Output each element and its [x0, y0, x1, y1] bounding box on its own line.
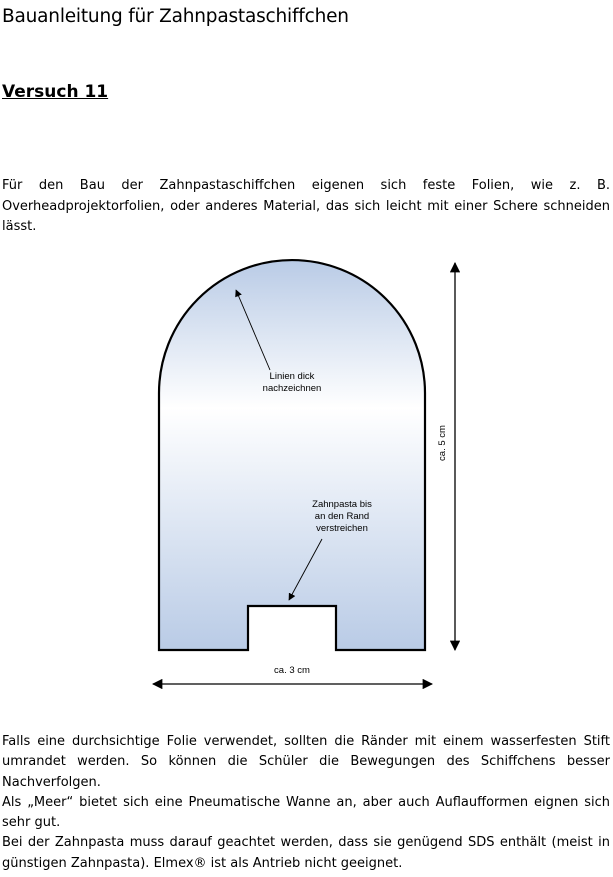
paragraph-toothpaste: Bei der Zahnpasta muss darauf geachtet werden, dass sie genügend SDS enthält (meist in günstigen Zahnpasta). Elmex® ist als Antrieb nicht geeignet. [2, 835, 610, 871]
paragraph-sea: Als „Meer“ bietet sich eine Pneumatische Wanne an, aber auch Auflaufformen eignen sich sehr gut. [2, 794, 610, 831]
paste-label-1: Zahnpasta bis [312, 499, 372, 510]
width-label: ca. 3 cm [274, 665, 310, 676]
paragraph-marking: Falls eine durchsichtige Folie verwendet, sollten die Ränder mit einem wasserfesten Stift umrandet werden. So können die Schüler die Bewegungen des Schiffchens besser Nachverfolgen. [2, 734, 610, 790]
boat-shape [159, 260, 425, 650]
document-title: Bauanleitung für Zahnpastaschiffchen [2, 6, 349, 27]
paste-label-2: an den Rand [314, 511, 370, 522]
lines-label-1: Linien dick [269, 371, 315, 382]
lines-label-2: nachzeichnen [262, 383, 322, 394]
intro-paragraph: Für den Bau der Zahnpastaschiffchen eigenen sich feste Folien, wie z. B. Overheadprojektorfolien, oder anderes Material, das sich leicht mit einer Schere schneiden lässt. [2, 178, 610, 234]
experiment-heading: Versuch 11 [2, 82, 109, 102]
closing-paragraphs [2, 732, 610, 874]
height-label: ca. 5 cm [437, 425, 448, 461]
paste-label-3: verstreichen [316, 523, 368, 534]
